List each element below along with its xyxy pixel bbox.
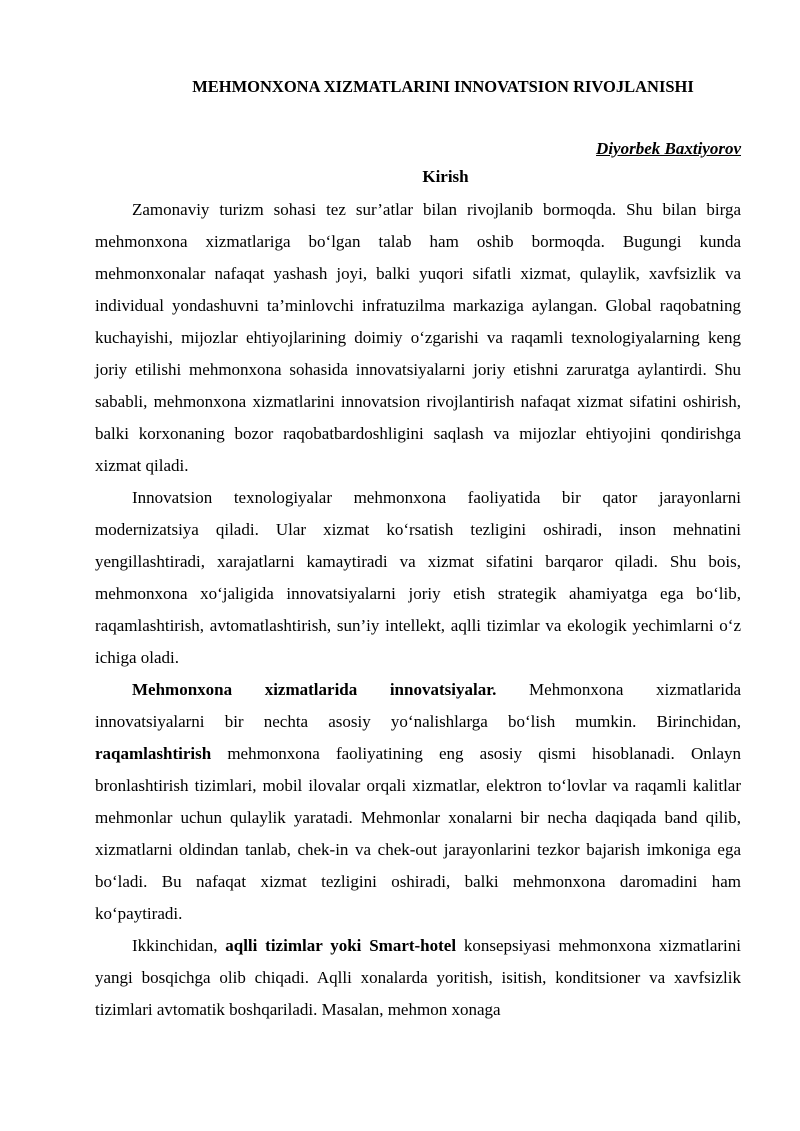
paragraph-lead-heading: Mehmonxona xizmatlarida innovatsiyalar. bbox=[132, 680, 497, 699]
paragraph-smart-hotel bbox=[95, 930, 741, 1026]
paragraph-text: Ikkinchidan, bbox=[132, 936, 226, 955]
paragraph-hotel-innovations bbox=[95, 674, 741, 930]
paragraph-text: mehmonxona faoliyatining eng asosiy qismi hisoblanadi. Onlayn bronlashtirish tizimlari, mobil ilovalar orqali xizmatlar, elektron to‘lovlar va raqamli kalitlar mehmonlar uchun qulaylik yaratadi. Mehmonlar xonalarni bir necha daqiqada band qilib, xizmatlarni oldindan tanlab, chek-in va chek-out jarayonlarini tezkor bajarish imkoniga ega bo‘ladi. Bu nafaqat xizmat tezligini oshiradi, balki mehmonxona daromadini ham ko‘paytiradi. bbox=[95, 744, 741, 923]
section-heading: Kirish bbox=[422, 167, 469, 186]
paragraph-intro: Zamonaviy turizm sohasi tez sur’atlar bilan rivojlanib bormoqda. Shu bilan birga mehmonxona xizmatlariga bo‘lgan talab ham oshib bormoqda. Bugungi kunda mehmonxonalar nafaqat yashash joyi, balki yuqori sifatli xizmat, qulaylik, xavfsizlik va individual yondashuvni ta’minlovchi infratuzilma markaziga aylangan. Global raqobatning kuchayishi, mijozlar ehtiyojlarining doimiy o‘zgarishi va raqamli texnologiyalarning keng joriy etilishi mehmonxona sohasida innovatsiyalarni joriy etishni zaruratga aylantirdi. Shu sababli, mehmonxona xizmatlarini innovatsion rivojlantirish nafaqat xizmat sifatini oshirish, balki korxonaning bozor raqobatbardoshligini saqlash va mijozlar ehtiyojini qondirishga xizmat qiladi. bbox=[95, 200, 741, 475]
paragraph-text: Mehmonxona xizmatlarida innovatsiyalarni bir nechta asosiy yo‘nalishlarga bo‘lish mumkin. Birinchidan, bbox=[95, 680, 742, 731]
paragraph-innovation-tech: Innovatsion texnologiyalar mehmonxona faoliyatida bir qator jarayonlarni modernizatsiya qiladi. Ular xizmat ko‘rsatish tezligini oshiradi, inson mehnatini yengillashtiradi, xarajatlarni kamaytiradi va xizmat sifatini barqaror qiladi. Shu bois, mehmonxona xo‘jaligida innovatsiyalarni joriy etish strategik ahamiyatga ega bo‘lib, raqamlashtirish, avtomatlashtirish, sun’iy intellekt, aqlli tizimlar va ekologik yechimlarni o‘z ichiga oladi. bbox=[95, 488, 741, 667]
document-page bbox=[95, 70, 741, 1026]
author-name: Diyorbek Baxtiyorov bbox=[596, 139, 741, 158]
document-title: MEHMONXONA XIZMATLARINI INNOVATSION RIVOJLANISHI bbox=[192, 77, 694, 96]
bold-term: raqamlashtirish bbox=[95, 744, 212, 763]
bold-term: aqlli tizimlar yoki Smart-hotel bbox=[225, 936, 457, 955]
paragraph-text: konsepsiyasi mehmonxona xizmatlarini yangi bosqichga olib chiqadi. Aqlli xonalarda yoritish, isitish, konditsioner va xavfsizlik tizimlari avtomatik boshqariladi. Masalan, mehmon xonaga bbox=[95, 936, 742, 1019]
